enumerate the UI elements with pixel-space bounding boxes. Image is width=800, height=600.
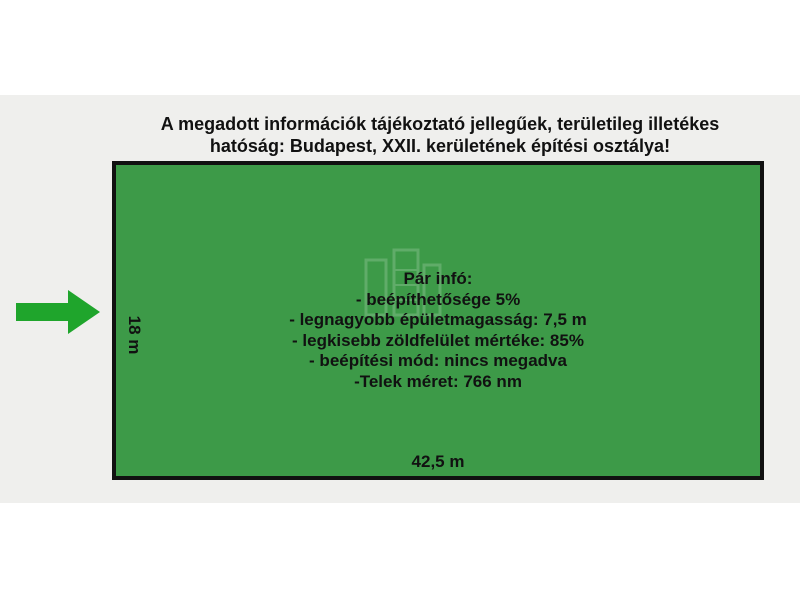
disclaimer-line-1: A megadott információk tájékoztató jellegűek, területileg illetékes	[160, 114, 720, 134]
land-plot	[112, 161, 764, 480]
plot-info	[116, 269, 760, 392]
plot-width-label: 42,5 m	[411, 452, 465, 471]
info-line-plot-size: -Telek méret: 766 nm	[354, 371, 522, 391]
info-line-max-height: - legnagyobb épületmagasság: 7,5 m	[289, 310, 587, 329]
info-line-min-green-area: - legkisebb zöldfelület mértéke: 85%	[292, 330, 584, 350]
info-line-building-ratio: - beépíthetősége 5%	[355, 289, 521, 309]
plot-height-label: 18 m	[125, 315, 144, 355]
info-heading: Pár infó:	[403, 269, 473, 288]
disclaimer-line-2: hatóság: Budapest, XXII. kerületének építési osztálya!	[209, 136, 671, 156]
info-line-building-mode: - beépítési mód: nincs megadva	[309, 351, 567, 370]
arrow-right-icon	[16, 290, 100, 334]
disclaimer-text	[100, 113, 780, 157]
